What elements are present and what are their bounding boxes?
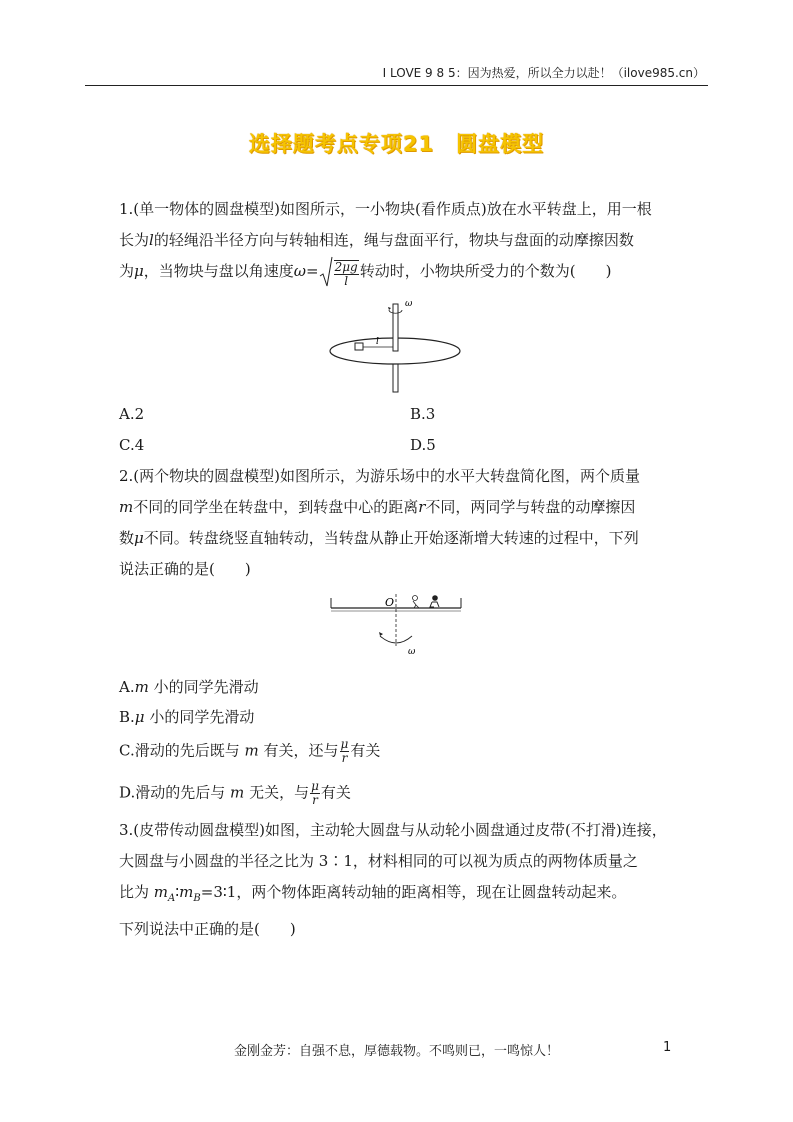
mu-over-r-fraction: $\frac{\mu}{r}$ [311,779,319,807]
q2-option-a[interactable]: A.m 小的同学先滑动 [119,678,259,696]
q1-line2: 长为l的轻绳沿半径方向与转轴相连，绳与盘面平行，物块与盘面的动摩擦因数 [119,231,634,249]
q1-line1: 1.(单一物体的圆盘模型)如图所示，一小物块(看作质点)放在水平转盘上，用一根 [119,200,652,218]
q1-option-c[interactable]: C.4 [119,436,145,454]
q2-figure [328,590,468,660]
q2-line3: 数μ不同。转盘绕竖直轴转动，当转盘从静止开始逐渐增大转速的过程中，下列 [119,529,639,547]
header-text: I LOVE 9 8 5：因为热爱，所以全力以赴！（ilove985.cn） [382,66,705,80]
q1-text [119,194,679,288]
q1-option-b[interactable]: B.3 [410,405,436,423]
q1-fig-omega-label: ω [405,299,413,309]
person-1-icon [413,596,420,609]
footer-text: 金刚金芳：自强不息，厚德载物。不鸣则已，一鸣惊人！ [233,1044,559,1059]
q2-fig-omega-label: ω [408,647,416,657]
q2-line1: 2.(两个物块的圆盘模型)如图所示，为游乐场中的水平大转盘简化图，两个质量 [119,467,641,485]
q2-option-d[interactable]: D.滑动的先后与 m 无关，与 $\frac{\mu}{r}$ 有关 [119,779,351,807]
q2-option-c[interactable]: C.滑动的先后既与 m 有关，还与 $\frac{\mu}{r}$ 有关 [119,737,381,765]
q3-line2: 大圆盘与小圆盘的半径之比为 3∶1，材料相同的可以视为质点的两物体质量之 [119,852,638,870]
person-2-icon [430,595,439,607]
q1-option-d[interactable]: D.5 [410,436,436,454]
q3-line1: 3.(皮带传动圆盘模型)如图，主动轮大圆盘与从动轮小圆盘通过皮带(不打滑)连接， [119,821,667,839]
header-rule [85,85,708,86]
mu-over-r-fraction: $\frac{\mu}{r}$ [340,737,349,765]
q2-line4: 说法正确的是( ) [119,560,251,578]
q3-line4: 下列说法中正确的是( ) [119,920,296,938]
q2-line2: m不同的同学坐在转盘中，到转盘中心的距离r不同，两同学与转盘的动摩擦因 [119,498,636,516]
q1-figure [325,294,465,394]
page-title: 选择题考点专项21 圆盘模型 [248,132,545,156]
q2-option-b[interactable]: B.μ 小的同学先滑动 [119,708,255,726]
q2-fig-o-label: O [385,596,395,609]
q1-line3: 为μ，当物块与盘以角速度ω= $\frac{2\mu g}{l}$ 转动时，小物块所受力的个数为( ) [119,256,679,288]
q2-text [119,461,679,585]
q3-text [119,815,679,945]
q1-fig-l-label: l [376,337,379,347]
q1-option-a[interactable]: A.2 [119,405,145,423]
sqrt-expression: $\frac{2\mu g}{l}$ [319,256,360,288]
page-number: 1 [663,1040,672,1055]
q3-line3: 比为 $m_A∶m_B=3∶1$，两个物体距离转动轴的距离相等，现在让圆盘转动起来。 [119,883,627,904]
